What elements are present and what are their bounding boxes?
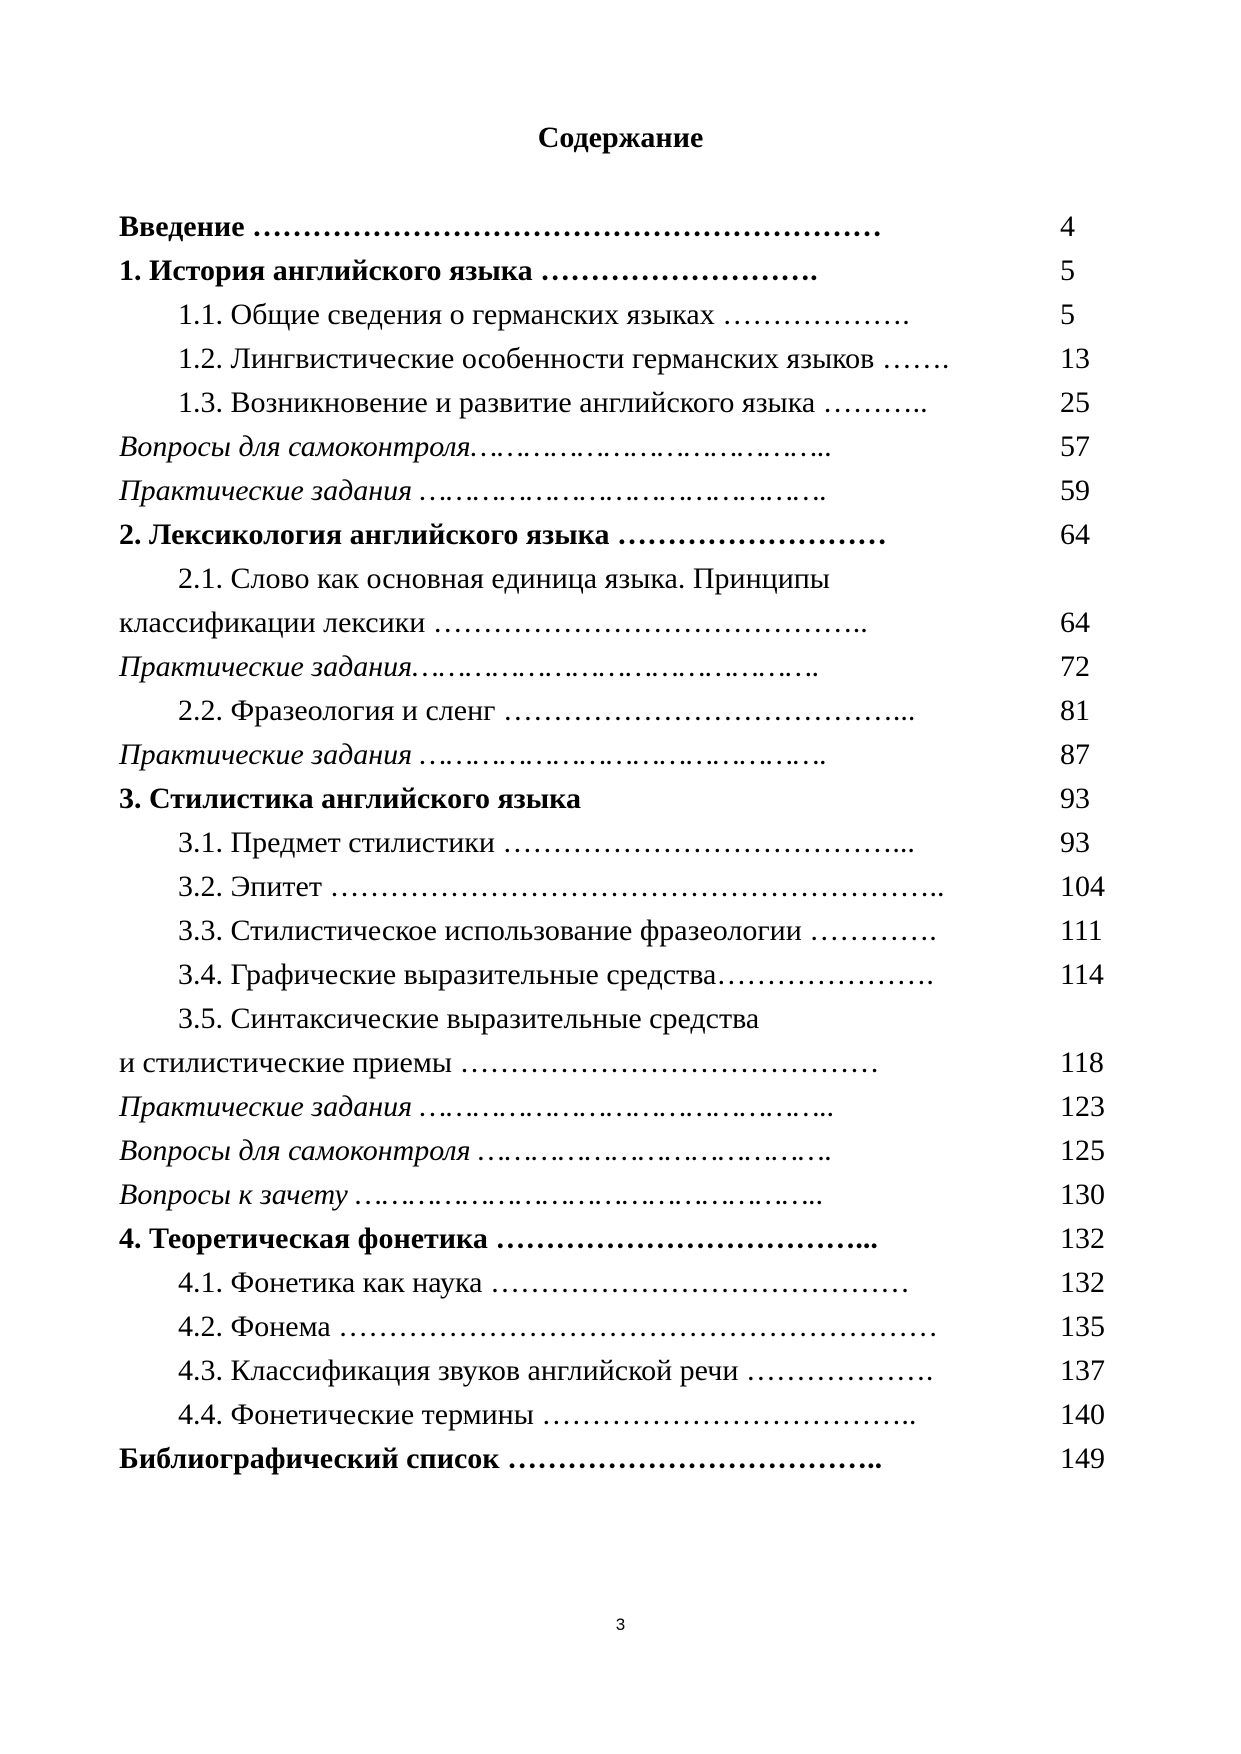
toc-entry xyxy=(119,821,1119,865)
toc-entry xyxy=(119,469,1119,513)
toc-entry xyxy=(119,645,1119,689)
toc-entry-title: Вопросы для самоконтроля………………………………….. xyxy=(119,430,833,463)
toc-entry-title: Введение ……………………………………………………… xyxy=(119,210,883,243)
toc-entry-page-number: 132 xyxy=(1060,1222,1105,1255)
toc-entry xyxy=(119,1085,1119,1129)
toc-entry-title: Вопросы для самоконтроля …………………………………. xyxy=(119,1134,833,1167)
toc-entry-title: Библиографический список ……………………………….. xyxy=(119,1442,883,1475)
toc-entry-title: 1.1. Общие сведения о германских языках ………………. xyxy=(178,298,910,331)
toc-entry xyxy=(119,953,1119,997)
toc-entry-page-number: 4 xyxy=(1060,210,1075,243)
toc-entry-title: 4.4. Фонетические термины ……………………………….. xyxy=(178,1398,917,1431)
toc-entry xyxy=(119,1129,1119,1173)
toc-entry-page-number: 125 xyxy=(1060,1134,1105,1167)
toc-entry-title: Практические задания ……………………………………….. xyxy=(119,1090,835,1123)
toc-entry-title: 2. Лексикология английского языка ……………………… xyxy=(119,518,887,551)
toc-entry xyxy=(119,1393,1119,1437)
toc-entry xyxy=(119,205,1119,249)
toc-entry xyxy=(119,381,1119,425)
toc-entry-title: 4.2. Фонема …………………………………………………… xyxy=(178,1310,939,1343)
page-number: 3 xyxy=(615,1615,626,1634)
toc-entry-page-number: 81 xyxy=(1060,694,1090,727)
toc-entry xyxy=(119,1173,1119,1217)
toc-entry xyxy=(119,777,1119,821)
toc-entry-title: 4.1. Фонетика как наука …………………………………… xyxy=(178,1266,910,1299)
toc-entry xyxy=(119,1305,1119,1349)
table-of-contents xyxy=(119,205,1119,1481)
toc-entry-page-number: 135 xyxy=(1060,1310,1105,1343)
toc-entry-page-number: 64 xyxy=(1060,606,1090,639)
toc-entry xyxy=(119,997,1119,1041)
toc-entry-title: Практические задания………………………………………. xyxy=(119,650,820,683)
toc-entry-page-number: 130 xyxy=(1060,1178,1105,1211)
toc-entry-page-number: 64 xyxy=(1060,518,1090,551)
toc-entry-page-number: 93 xyxy=(1060,782,1090,815)
toc-entry xyxy=(119,601,1119,645)
toc-entry xyxy=(119,1261,1119,1305)
toc-entry xyxy=(119,1041,1119,1085)
toc-entry-page-number: 87 xyxy=(1060,738,1090,771)
toc-entry xyxy=(119,425,1119,469)
toc-entry xyxy=(119,1217,1119,1261)
toc-entry-page-number: 132 xyxy=(1060,1266,1105,1299)
toc-entry-page-number: 72 xyxy=(1060,650,1090,683)
toc-entry-page-number: 5 xyxy=(1060,254,1075,287)
toc-entry-page-number: 118 xyxy=(1060,1046,1104,1079)
toc-entry-title: 3.2. Эпитет …………………………………………………….. xyxy=(178,870,945,903)
toc-entry-title: 2.1. Слово как основная единица языка. Принципы xyxy=(178,562,830,595)
toc-entry-page-number: 104 xyxy=(1060,870,1105,903)
toc-entry-title: 4. Теоретическая фонетика ………………………………... xyxy=(119,1222,878,1255)
toc-entry xyxy=(119,337,1119,381)
toc-entry-title: 3.3. Стилистическое использование фразеологии …………. xyxy=(178,914,937,947)
toc-entry-title: Практические задания ………………………………………. xyxy=(119,738,828,771)
toc-entry-title: Вопросы к зачету …………………………………………….. xyxy=(119,1178,824,1211)
toc-entry-title: классификации лексики …………………………………….. xyxy=(119,606,868,639)
toc-entry-title: и стилистические приемы …………………………………… xyxy=(119,1046,880,1079)
toc-entry-title: 3.5. Синтаксические выразительные средства xyxy=(178,1002,760,1035)
page-title: Содержание xyxy=(537,121,704,154)
toc-entry-page-number: 123 xyxy=(1060,1090,1105,1123)
toc-entry-page-number: 25 xyxy=(1060,386,1090,419)
toc-entry-page-number: 140 xyxy=(1060,1398,1105,1431)
toc-entry-page-number: 5 xyxy=(1060,298,1075,331)
toc-entry-page-number: 137 xyxy=(1060,1354,1105,1387)
toc-entry-page-number: 111 xyxy=(1060,914,1103,947)
toc-entry-title: 3.4. Графические выразительные средства…………………. xyxy=(178,958,934,991)
toc-entry-title: 1.2. Лингвистические особенности германских языков ……. xyxy=(178,342,950,375)
toc-entry-title: 2.2. Фразеология и сленг …………………………………... xyxy=(178,694,916,727)
toc-entry xyxy=(119,909,1119,953)
toc-entry xyxy=(119,865,1119,909)
toc-entry-title: Практические задания ………………………………………. xyxy=(119,474,828,507)
toc-entry xyxy=(119,249,1119,293)
toc-entry xyxy=(119,689,1119,733)
toc-entry xyxy=(119,1437,1119,1481)
toc-entry xyxy=(119,293,1119,337)
toc-entry xyxy=(119,557,1119,601)
toc-entry xyxy=(119,1349,1119,1393)
toc-entry-page-number: 149 xyxy=(1060,1442,1105,1475)
toc-entry-title: 1.3. Возникновение и развитие английского языка ……….. xyxy=(178,386,928,419)
toc-entry-page-number: 93 xyxy=(1060,826,1090,859)
toc-entry-title: 3. Стилистика английского языка xyxy=(119,782,581,815)
toc-entry xyxy=(119,733,1119,777)
toc-entry-page-number: 57 xyxy=(1060,430,1090,463)
toc-entry-title: 1. История английского языка ………………………. xyxy=(119,254,818,287)
toc-entry xyxy=(119,513,1119,557)
toc-entry-page-number: 13 xyxy=(1060,342,1090,375)
toc-entry-page-number: 59 xyxy=(1060,474,1090,507)
toc-entry-title: 3.1. Предмет стилистики …………………………………... xyxy=(178,826,915,859)
toc-entry-page-number: 114 xyxy=(1060,958,1104,991)
toc-entry-title: 4.3. Классификация звуков английской речи ………………. xyxy=(178,1354,934,1387)
